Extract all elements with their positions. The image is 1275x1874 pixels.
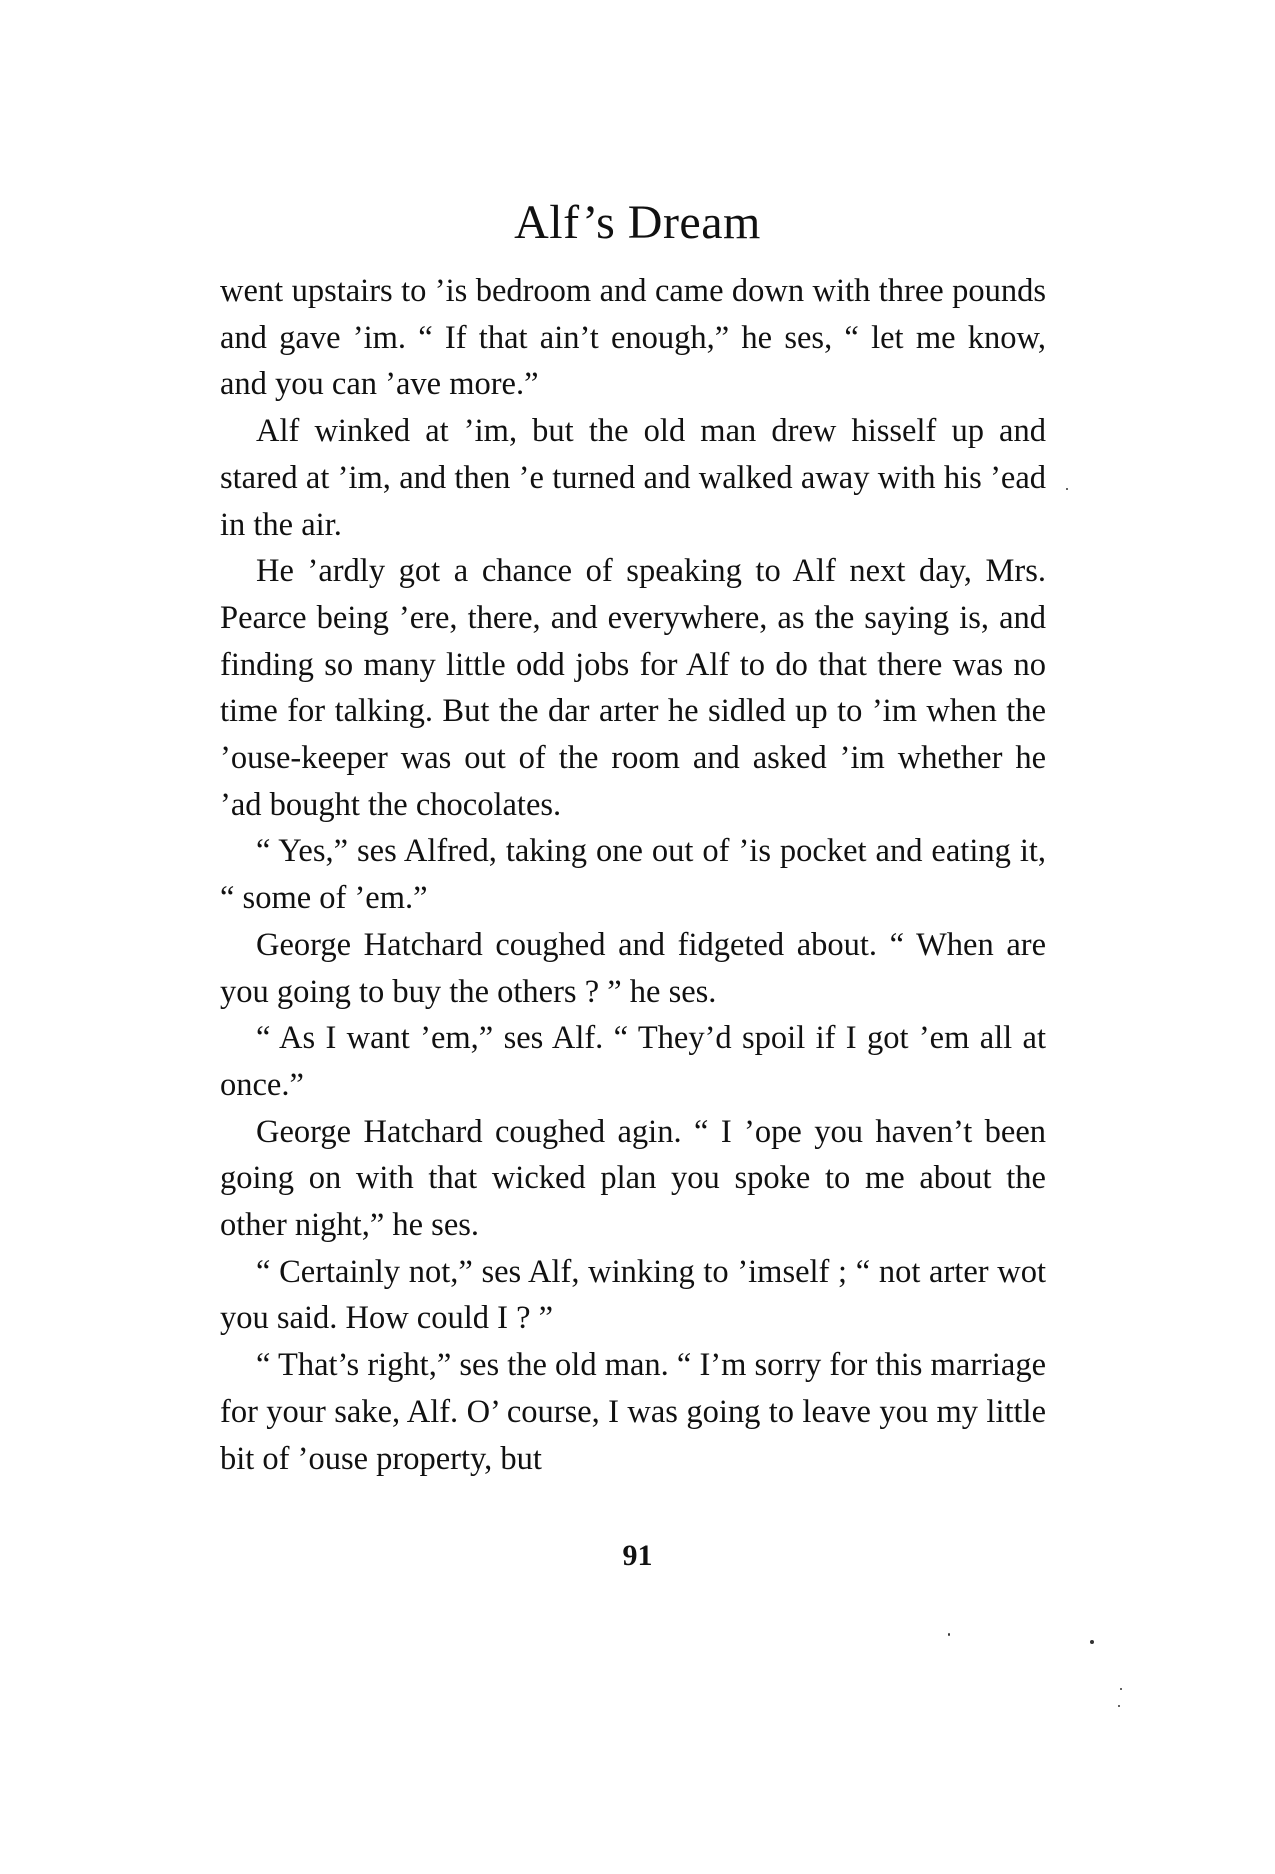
paragraph: George Hatchard coughed agin. “ I ’ope you haven’t been going on with that wicked plan you spoke to me about the other night,” he ses. <box>220 1113 1046 1244</box>
page-number: 91 <box>622 1539 653 1572</box>
paragraph: “ Yes,” ses Alfred, taking one out of ’is pocket and eating it, “ some of ’em.” <box>220 833 1046 917</box>
paragraph: “ Certainly not,” ses Alf, winking to ’imself ; “ not arter wot you said. How could I ? ” <box>220 1253 1046 1337</box>
paragraph: George Hatchard coughed and fidgeted about. “ When are you going to buy the others ? ” he ses. <box>220 926 1046 1010</box>
body-text <box>220 268 1046 1482</box>
scan-speck <box>1066 488 1068 490</box>
running-head: Alf’s Dream <box>514 196 761 249</box>
scan-speck <box>1120 1688 1122 1690</box>
paragraph: went upstairs to ’is bedroom and came down with three pounds and gave ’im. “ If that ain’t enough,” he ses, “ let me know, and you can ’ave more.” <box>220 273 1046 403</box>
scan-speck <box>1090 1640 1094 1644</box>
paragraph: “ As I want ’em,” ses Alf. “ They’d spoil if I got ’em all at once.” <box>220 1020 1046 1103</box>
scan-speck <box>948 1633 950 1636</box>
paragraph: Alf winked at ’im, but the old man drew hisself up and stared at ’im, and then ’e turned and walked away with his ’ead in the air. <box>220 413 1046 543</box>
scan-speck <box>1118 1705 1120 1707</box>
paragraph: He ’ardly got a chance of speaking to Alf next day, Mrs. Pearce being ’ere, there, and everywhere, as the saying is, and finding so many little odd jobs for Alf to do that there was no time for talking. But the dar arter he sidled up to ’im when the ’ouse-keeper was out of the room and asked ’im whether he ’ad bought the chocolates. <box>220 553 1046 823</box>
paragraph: “ That’s right,” ses the old man. “ I’m sorry for this marriage for your sake, Alf. O’ course, I was going to leave you my little bit of ’ouse property, but <box>220 1347 1047 1477</box>
